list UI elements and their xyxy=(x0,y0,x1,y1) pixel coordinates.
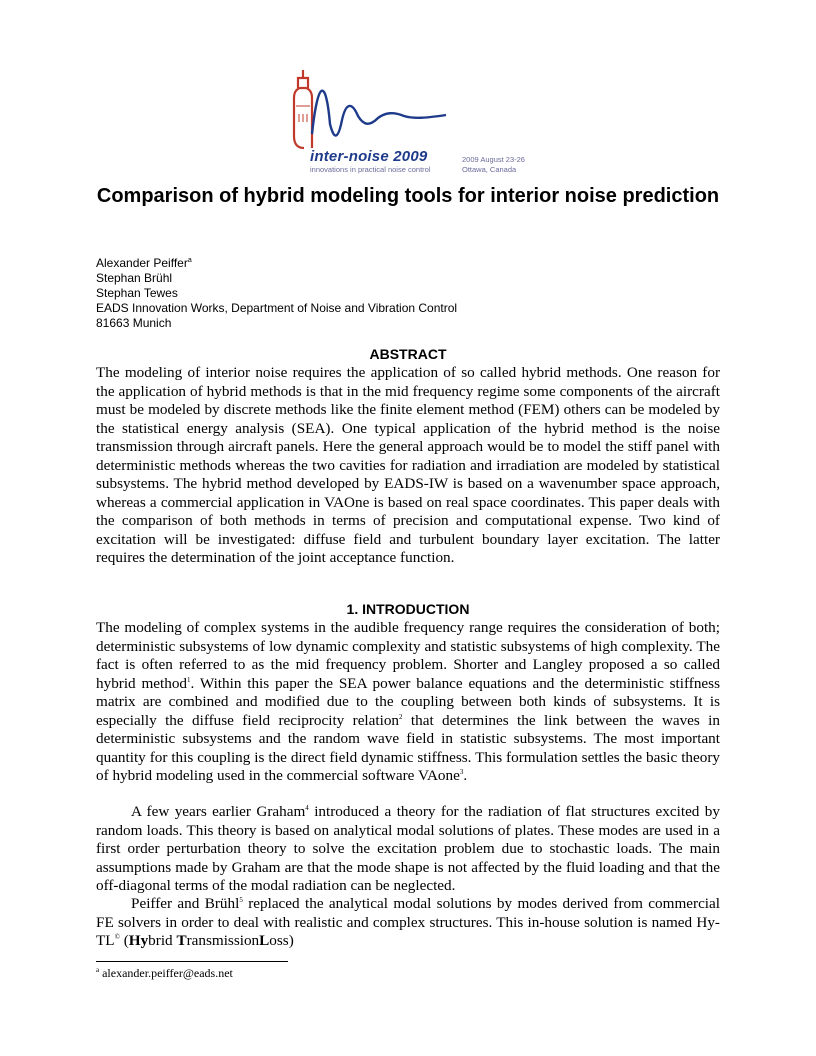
text-run: ransmission xyxy=(186,932,260,949)
text-run: oss) xyxy=(269,932,294,949)
footnote-divider xyxy=(96,961,288,962)
text-run: Peiffer and Brühl xyxy=(131,895,240,912)
citation-ref: 5 xyxy=(239,895,243,904)
author-line xyxy=(96,256,457,271)
text-run: brid xyxy=(148,932,177,949)
abstract-heading: ABSTRACT xyxy=(369,346,447,362)
text-run: that determines the link between the waves in deterministic subsystems and the random wave field in statistic subsystems. The most important quantity for this coupling is the direct field dynamic stiffness. This formulation settles the basic theory of hybrid modeling used in the commercial software VAone xyxy=(96,711,720,784)
author-name: Alexander Peiffer xyxy=(96,256,188,270)
author-name: Stephan Brühl xyxy=(96,271,173,285)
bold-run: T xyxy=(176,932,187,949)
citation-ref: 4 xyxy=(305,803,309,812)
bold-run: Hy xyxy=(128,932,149,949)
text-run: The modeling of complex systems in the audible frequency range requires the consideration of both; deterministic subsystems of low dynamic complexity and statistic subsystems of high complexity. The fact is often referred to as the mid frequency problem. Shorter and Langley proposed a so called hybrid method xyxy=(96,619,720,692)
footnote-email: alexander.peiffer@eads.net xyxy=(99,966,233,980)
affiliation: EADS Innovation Works, Department of Noise and Vibration Control xyxy=(96,301,458,315)
intro-paragraph-1 xyxy=(96,619,720,786)
author-name: Stephan Tewes xyxy=(96,286,178,300)
footnote xyxy=(96,966,233,981)
footnote-marker: a xyxy=(187,257,192,264)
author-block xyxy=(96,256,457,331)
text-run: ( xyxy=(119,932,129,949)
intro-paragraph-2 xyxy=(96,803,720,896)
text-run: . Within this paper the SEA power balance equations and the deterministic stiffness matrix are combined and modified due to the coupling between both kinds of subsystems. It is especially the diffuse field reciprocity relation xyxy=(96,674,720,729)
tower-wave-logo-icon xyxy=(286,68,456,150)
bold-run: L xyxy=(259,932,270,949)
conference-location: Ottawa, Canada xyxy=(462,165,517,174)
conference-logo xyxy=(286,68,546,180)
text-run: introduced a theory for the radiation of flat structures excited by random loads. This theory is based on analytical modal solutions of plates. These modes are used in a first order perturbation theory to solve the excitation problem due to stochastic loads. The main assumptions made by Graham are that the mode shape is not affected by the fluid loading and that the off-diagonal terms of the modal radiation can be neglected. xyxy=(96,803,720,894)
text-run: replaced the analytical modal solutions by modes derived from commercial FE solvers in order to deal with realistic and complex structures. This in-house solution is named Hy-TL xyxy=(96,895,720,949)
text-run: . xyxy=(463,767,468,784)
address: 81663 Munich xyxy=(96,316,172,330)
copyright-mark: © xyxy=(114,932,120,941)
introduction-heading: 1. INTRODUCTION xyxy=(346,601,470,617)
intro-paragraph-3 xyxy=(96,895,720,951)
citation-ref: 3 xyxy=(459,767,464,776)
conference-name: inter-noise 2009 xyxy=(310,148,428,165)
conference-tagline: innovations in practical noise control xyxy=(310,165,431,174)
conference-date: 2009 August 23-26 xyxy=(462,155,525,164)
citation-ref: 2 xyxy=(399,712,403,721)
footnote-marker: a xyxy=(96,966,100,974)
text-run: A few years earlier Graham xyxy=(131,803,306,820)
abstract-text: The modeling of interior noise requires the application of so called hybrid methods. One reason for the application of hybrid methods is that in the mid frequency regime some components of the aircraft must be modeled by discrete methods like the finite element method (FEM) others can be modeled by the statistical energy analysis (SEA). One typical application of the hybrid method is the noise transmission through aircraft panels. Here the general approach would be to model the stiff panel with deterministic methods whereas the two cavities for radiation and irradiation are modeled by statistical subsystems. The hybrid method developed by EADS-IW is based on a wavenumber space approach, whereas a commercial application in VAOne is based on real space coordinates. This paper deals with the comparison of both methods in terms of precision and computational expense. Two kind of excitation will be investigated: diffuse field and turbulent boundary layer excitation. The latter requires the determination of the joint acceptance function. xyxy=(96,364,720,566)
paper-title: Comparison of hybrid modeling tools for interior noise prediction xyxy=(96,185,720,207)
citation-ref: 1 xyxy=(187,675,191,684)
